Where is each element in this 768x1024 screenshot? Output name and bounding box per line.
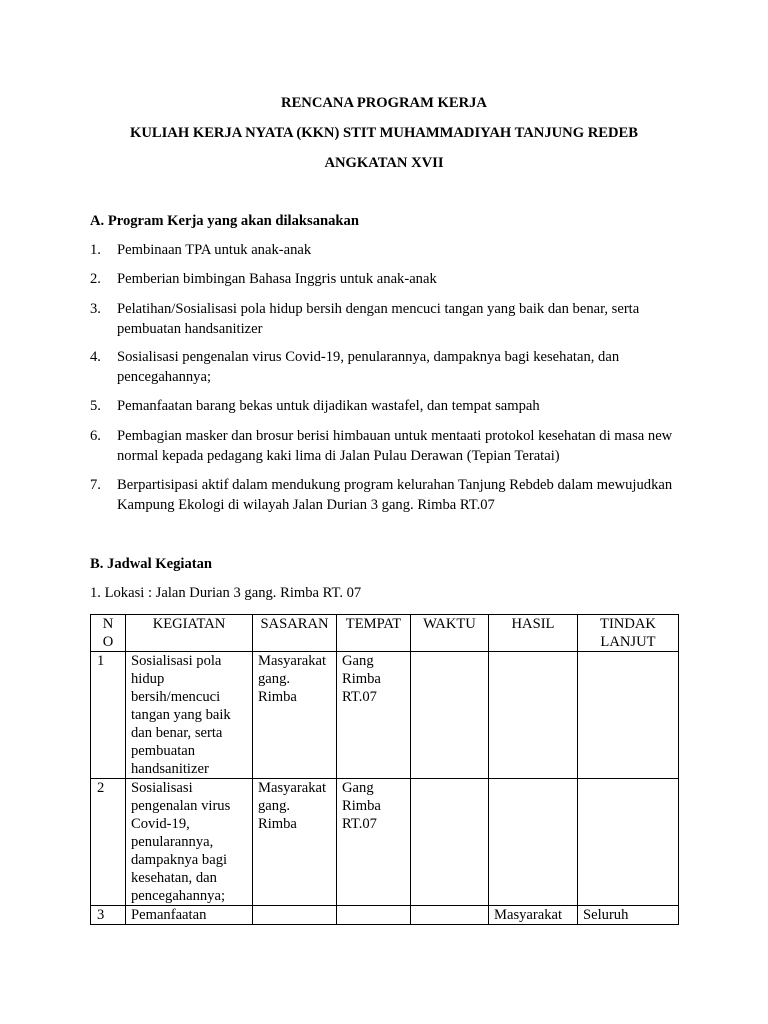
cell-sasaran (253, 906, 337, 925)
program-item-number: 6. (90, 428, 101, 444)
program-item-text: Sosialisasi pengenalan virus Covid-19, penularannya, dampaknya bagi kesehatan, dan pencegahannya; (117, 349, 620, 385)
document-title: RENCANA PROGRAM KERJA (281, 95, 487, 111)
table-row (91, 906, 679, 925)
program-item-number: 4. (90, 349, 101, 365)
cell-kegiatan: Pemanfaatan (126, 906, 253, 925)
program-item-text: Pemberian bimbingan Bahasa Inggris untuk anak-anak (117, 271, 437, 287)
header-no: N O (91, 615, 126, 652)
cell-hasil (489, 652, 578, 779)
program-item-text: Berpartisipasi aktif dalam mendukung program kelurahan Tanjung Rebdeb dalam mewujudkan Kampung Ekologi di wilayah Jalan Durian 3 gang. Rimba RT.07 (117, 477, 673, 513)
table-header-row (91, 615, 679, 652)
header-sasaran: SASARAN (253, 615, 337, 652)
cell-kegiatan: Sosialisasi pola hidup bersih/mencuci tangan yang baik dan benar, serta pembuatan handsanitizer (126, 652, 253, 779)
cell-sasaran: Masyarakat gang. Rimba (253, 779, 337, 906)
header-tindak-lanjut: TINDAK LANJUT (578, 615, 679, 652)
table-row (91, 652, 679, 779)
header-kegiatan: KEGIATAN (126, 615, 253, 652)
cell-tindak-lanjut: Seluruh (578, 906, 679, 925)
program-item-number: 1. (90, 242, 101, 258)
schedule-table (90, 614, 679, 925)
section-b-heading: B. Jadwal Kegiatan (90, 556, 213, 572)
cell-kegiatan: Sosialisasi pengenalan virus Covid-19, penularannya, dampaknya bagi kesehatan, dan pencegahannya; (126, 779, 253, 906)
cell-waktu (411, 652, 489, 779)
section-a-heading: A. Program Kerja yang akan dilaksanakan (90, 213, 359, 229)
program-item-text: Pelatihan/Sosialisasi pola hidup bersih dengan mencuci tangan yang baik dan benar, serta pembuatan handsanitizer (117, 301, 640, 337)
cell-hasil: Masyarakat (489, 906, 578, 925)
cell-tindak-lanjut (578, 779, 679, 906)
document-batch: ANGKATAN XVII (324, 155, 444, 171)
program-item-number: 3. (90, 301, 101, 317)
cell-no: 2 (91, 779, 126, 906)
program-item-number: 5. (90, 398, 101, 414)
cell-tempat: Gang Rimba RT.07 (337, 779, 411, 906)
cell-waktu (411, 779, 489, 906)
table-row (91, 779, 679, 906)
program-item-text: Pembagian masker dan brosur berisi himbauan untuk mentaati protokol kesehatan di masa new normal kepada pedagang kaki lima di Jalan Pulau Derawan (Tepian Teratai) (117, 428, 673, 464)
document-subtitle: KULIAH KERJA NYATA (KKN) STIT MUHAMMADIYAH TANJUNG REDEB (130, 125, 638, 141)
cell-tempat: Gang Rimba RT.07 (337, 652, 411, 779)
program-item-number: 7. (90, 477, 101, 493)
location-line: 1. Lokasi : Jalan Durian 3 gang. Rimba RT. 07 (90, 585, 362, 601)
program-item-text: Pemanfaatan barang bekas untuk dijadikan wastafel, dan tempat sampah (117, 398, 540, 414)
header-waktu: WAKTU (411, 615, 489, 652)
cell-sasaran: Masyarakat gang. Rimba (253, 652, 337, 779)
cell-tempat (337, 906, 411, 925)
cell-no: 1 (91, 652, 126, 779)
program-item-number: 2. (90, 271, 101, 287)
cell-no: 3 (91, 906, 126, 925)
header-hasil: HASIL (489, 615, 578, 652)
cell-tindak-lanjut (578, 652, 679, 779)
program-item-text: Pembinaan TPA untuk anak-anak (117, 242, 312, 258)
cell-hasil (489, 779, 578, 906)
cell-waktu (411, 906, 489, 925)
header-tempat: TEMPAT (337, 615, 411, 652)
